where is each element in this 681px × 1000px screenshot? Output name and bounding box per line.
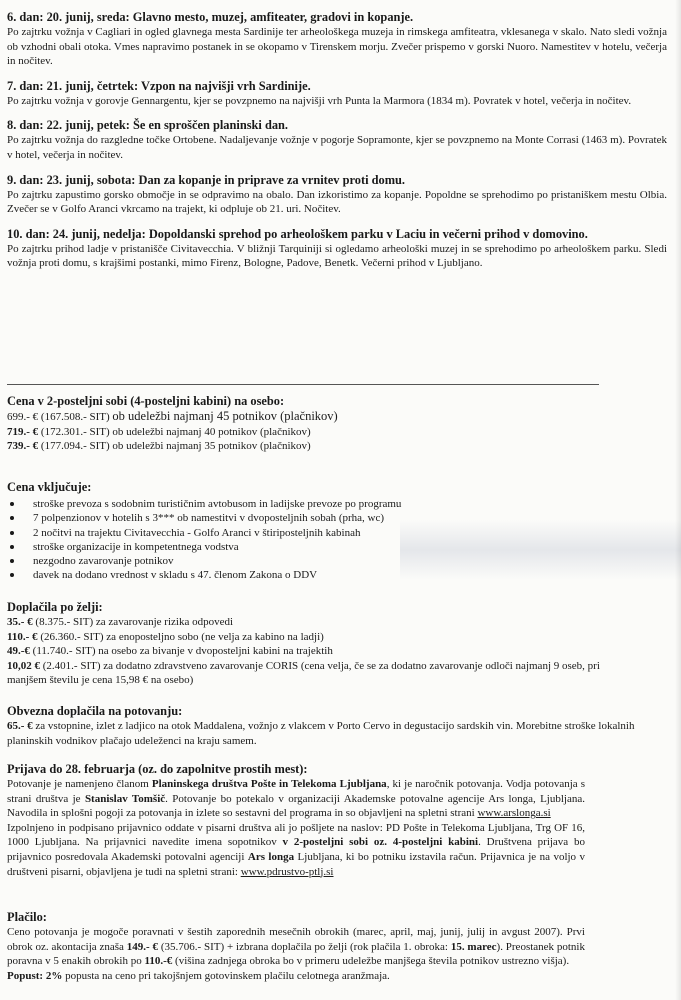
- list-item: stroške prevoza s sodobnim turističnim avtobusom in ladijske prevoze po programu: [7, 497, 662, 511]
- registration-paragraph-2: Izpolnjeno in podpisano prijavnico oddate v pisarni društva ali jo pošljete na naslov: PD Pošte in Telekoma Ljubljana, Trg OF 16, 1000 Ljubljana. Na prijavnici navedite imena sopotnikov v 2-posteljni sobi oz. 4-posteljni kabini. Društvena prijava bo prijavnico posredovala Akademski potovalni agenciji Ars longa Ljubljana, ki bo potniku izstavila račun. Prijavnica je na voljo v društveni pisarni, objavljena je tudi na spletni strani: www.pdrustvo-ptlj.si: [7, 821, 586, 878]
- bullet-icon: [10, 516, 14, 520]
- list-item: 7 polpenzionov v hotelih s 3*** ob namestitvi v dvoposteljnih sobah (prha, wc): [7, 511, 662, 525]
- price-40: 719.- €: [7, 425, 39, 438]
- bullet-icon: [10, 531, 14, 535]
- day-8: [7, 118, 667, 162]
- arslonga-link[interactable]: www.arslonga.si: [477, 807, 551, 820]
- day-8-title: 8. dan: 22. junij, petek: Še en sproščen planinski dan.: [7, 118, 289, 133]
- registration-section: [7, 762, 585, 879]
- extra-line: 110.- € (26.360.- SIT) za enoposteljno sobo (ne velja za kabino na ladji): [7, 630, 324, 643]
- pdrustvo-link[interactable]: www.pdrustvo-ptlj.si: [240, 865, 334, 878]
- list-item: nezgodno zavarovanje potnikov: [7, 554, 662, 568]
- extra-line: 10,02 € (2.401.- SIT) za dodatno zdravstveno zavarovanje CORIS (cena velja, če se za dodatno zavarovanje odloči najmanj 9 oseb, pri manjšem številu je cena 15,98 € na osebo): [7, 659, 600, 687]
- registration-paragraph-1: Potovanje je namenjeno članom Planinskega društva Pošte in Telekoma Ljubljana, ki je naročnik potovanja. Vodja potovanja s strani društva je Stanislav Tomšič. Potovanje bo potekalo v organizaciji Akademske potovalne agencije Ars longa, Ljubljana. Navodila in splošni pogoji za potovanja in izlete so sestavni del programa in so objavljeni na spletni strani www.arslonga.si: [7, 778, 585, 820]
- day-9: [7, 173, 667, 217]
- extras-heading: Doplačila po želji:: [7, 600, 103, 614]
- day-7-title: 7. dan: 21. junij, četrtek: Vzpon na najvišji vrh Sardinije.: [7, 78, 311, 93]
- day-7: [7, 79, 667, 109]
- day-8-text: Po zajtrku vožnja do razgledne točke Ortobene. Nadaljevanje vožnje v pogorje Sopramonte, kjer se povzpnemo na Monte Corrasi (1463 m). Povratek v hotel, večerja in nočitev.: [7, 134, 667, 161]
- day-10-text: Po zajtrku prihod ladje v pristanišče Civitavecchia. V bližnji Tarquiniji si ogledamo arheološki muzej in se sprehodimo po arheološkem parku. Sledi vožnja proti domu, s krajšimi postanki, mimo Firenz, Bologne, Padove, Benetk. Večerni prihod v Ljubljano.: [7, 242, 667, 270]
- main-price-line: [7, 409, 662, 425]
- discount-line: Popust: 2% popusta na ceno pri takojšnjem gotovinskem plačilu celotnega aranžmaja.: [7, 969, 390, 982]
- price-40-text: (172.301.- SIT) ob udeležbi najmanj 40 potnikov (plačnikov): [38, 425, 311, 438]
- price-35: 739.- €: [7, 440, 39, 453]
- day-9-text: Po zajtrku zapustimo gorsko območje in se odpravimo na obalo. Dan izkoristimo za kopanje. Popoldne se sprehodimo po pristaniškem mestu Olbia. Zvečer se v Golfo Aranci vkrcamo na trajekt, ki odpluje ob 21. uri. Nočitev.: [7, 188, 667, 216]
- list-item: 2 nočitvi na trajektu Civitavecchia - Golfo Aranci v štiriposteljnih kabinah: [7, 526, 662, 540]
- mandatory-heading: Obvezna doplačila na potovanju:: [7, 704, 183, 718]
- scan-smudge: [400, 520, 681, 580]
- list-item: stroške organizacije in kompetentnega vodstva: [7, 540, 662, 554]
- bullet-icon: [10, 573, 14, 577]
- extras-section: [7, 600, 662, 688]
- day-9-title: 9. dan: 23. junij, sobota: Dan za kopanje in priprave za vrnitev proti domu.: [7, 172, 406, 187]
- scan-edge-shadow: [675, 0, 681, 1000]
- includes-heading: Cena vključuje:: [7, 480, 92, 494]
- main-price-condition: ob udeležbi najmanj 45 potnikov (plačnikov): [112, 409, 338, 423]
- section-divider: [7, 384, 599, 385]
- list-item: davek na dodano vrednost v skladu s 47. členom Zakona o DDV: [7, 568, 662, 582]
- registration-heading: Prijava do 28. februarja (oz. do zapolnitve prostih mest):: [7, 762, 308, 776]
- price-section: [7, 394, 662, 454]
- main-price: 699.- € (167.508.- SIT): [7, 411, 110, 423]
- mandatory-section: [7, 704, 662, 748]
- bullet-icon: [10, 545, 14, 549]
- payment-section: [7, 910, 585, 983]
- payment-text: Ceno potovanja je mogoče poravnati v šestih zaporednih mesečnih obrokih (marec, april, maj, junij, julij in avgust 2007). Prvi obrok oz. akontacija znaša 149.- € (35.706.- SIT) + izbrana doplačila po želji (rok plačila 1. obroka: 15. marec). Preostanek potnik poravna v 5 enakih obrokih po 110.-€ (višina zadnjega obroka bo v primeru udeležbe manjšega števila potnikov ustrezno višja).: [7, 926, 585, 968]
- document-page: [7, 10, 667, 982]
- bullet-icon: [10, 559, 14, 563]
- price-line-40: [7, 425, 662, 440]
- payment-heading: Plačilo:: [7, 910, 47, 924]
- extra-line: 35.- € (8.375.- SIT) za zavarovanje rizika odpovedi: [7, 616, 234, 628]
- price-35-text: (177.094.- SIT) ob udeležbi najmanj 35 potnikov (plačnikov): [38, 440, 311, 453]
- day-6: [7, 10, 667, 69]
- day-10-title: 10. dan: 24. junij, nedelja: Dopoldanski sprehod po arheološkem parku v Laciu in večerni prihod v domovino.: [7, 226, 588, 241]
- day-6-text: Po zajtrku vožnja v Cagliari in ogled glavnega mesta Sardinije ter arheološkega muzeja in rimskega amfiteatra, vklesanega v skalo. Nato sledi vožnja ob vzhodni obali otoka. Vmes napravimo postanek in se okopamo v Tirenskem morju. Zvečer prispemo v gorski Nuoro. Namestitev v hotelu, večerja in nočitev.: [7, 26, 667, 68]
- mandatory-text: 65.- € za vstopnine, izlet z ladjico na otok Maddalena, vožnjo z vlakcem v Porto Cervo in degustacijo sardskih vin. Morebitne stroške lokalnih planinskih vodnikov plačajo udeleženci na kraju samem.: [7, 720, 635, 747]
- price-line-35: [7, 439, 662, 454]
- extra-line: 49.-€ (11.740.- SIT) na osebo za bivanje v dvoposteljni kabini na trajektih: [7, 645, 333, 658]
- bullet-icon: [10, 502, 14, 506]
- day-6-title: 6. dan: 20. junij, sreda: Glavno mesto, muzej, amfiteater, gradovi in kopanje.: [7, 10, 414, 24]
- day-7-text: Po zajtrku vožnja v gorovje Gennargentu, kjer se povzpnemo na najvišji vrh Punta la Marmora (1834 m). Povratek v hotel, večerja in nočitev.: [7, 94, 632, 107]
- price-heading: Cena v 2-posteljni sobi (4-posteljni kabini) na osebo:: [7, 394, 285, 408]
- day-10: [7, 227, 667, 271]
